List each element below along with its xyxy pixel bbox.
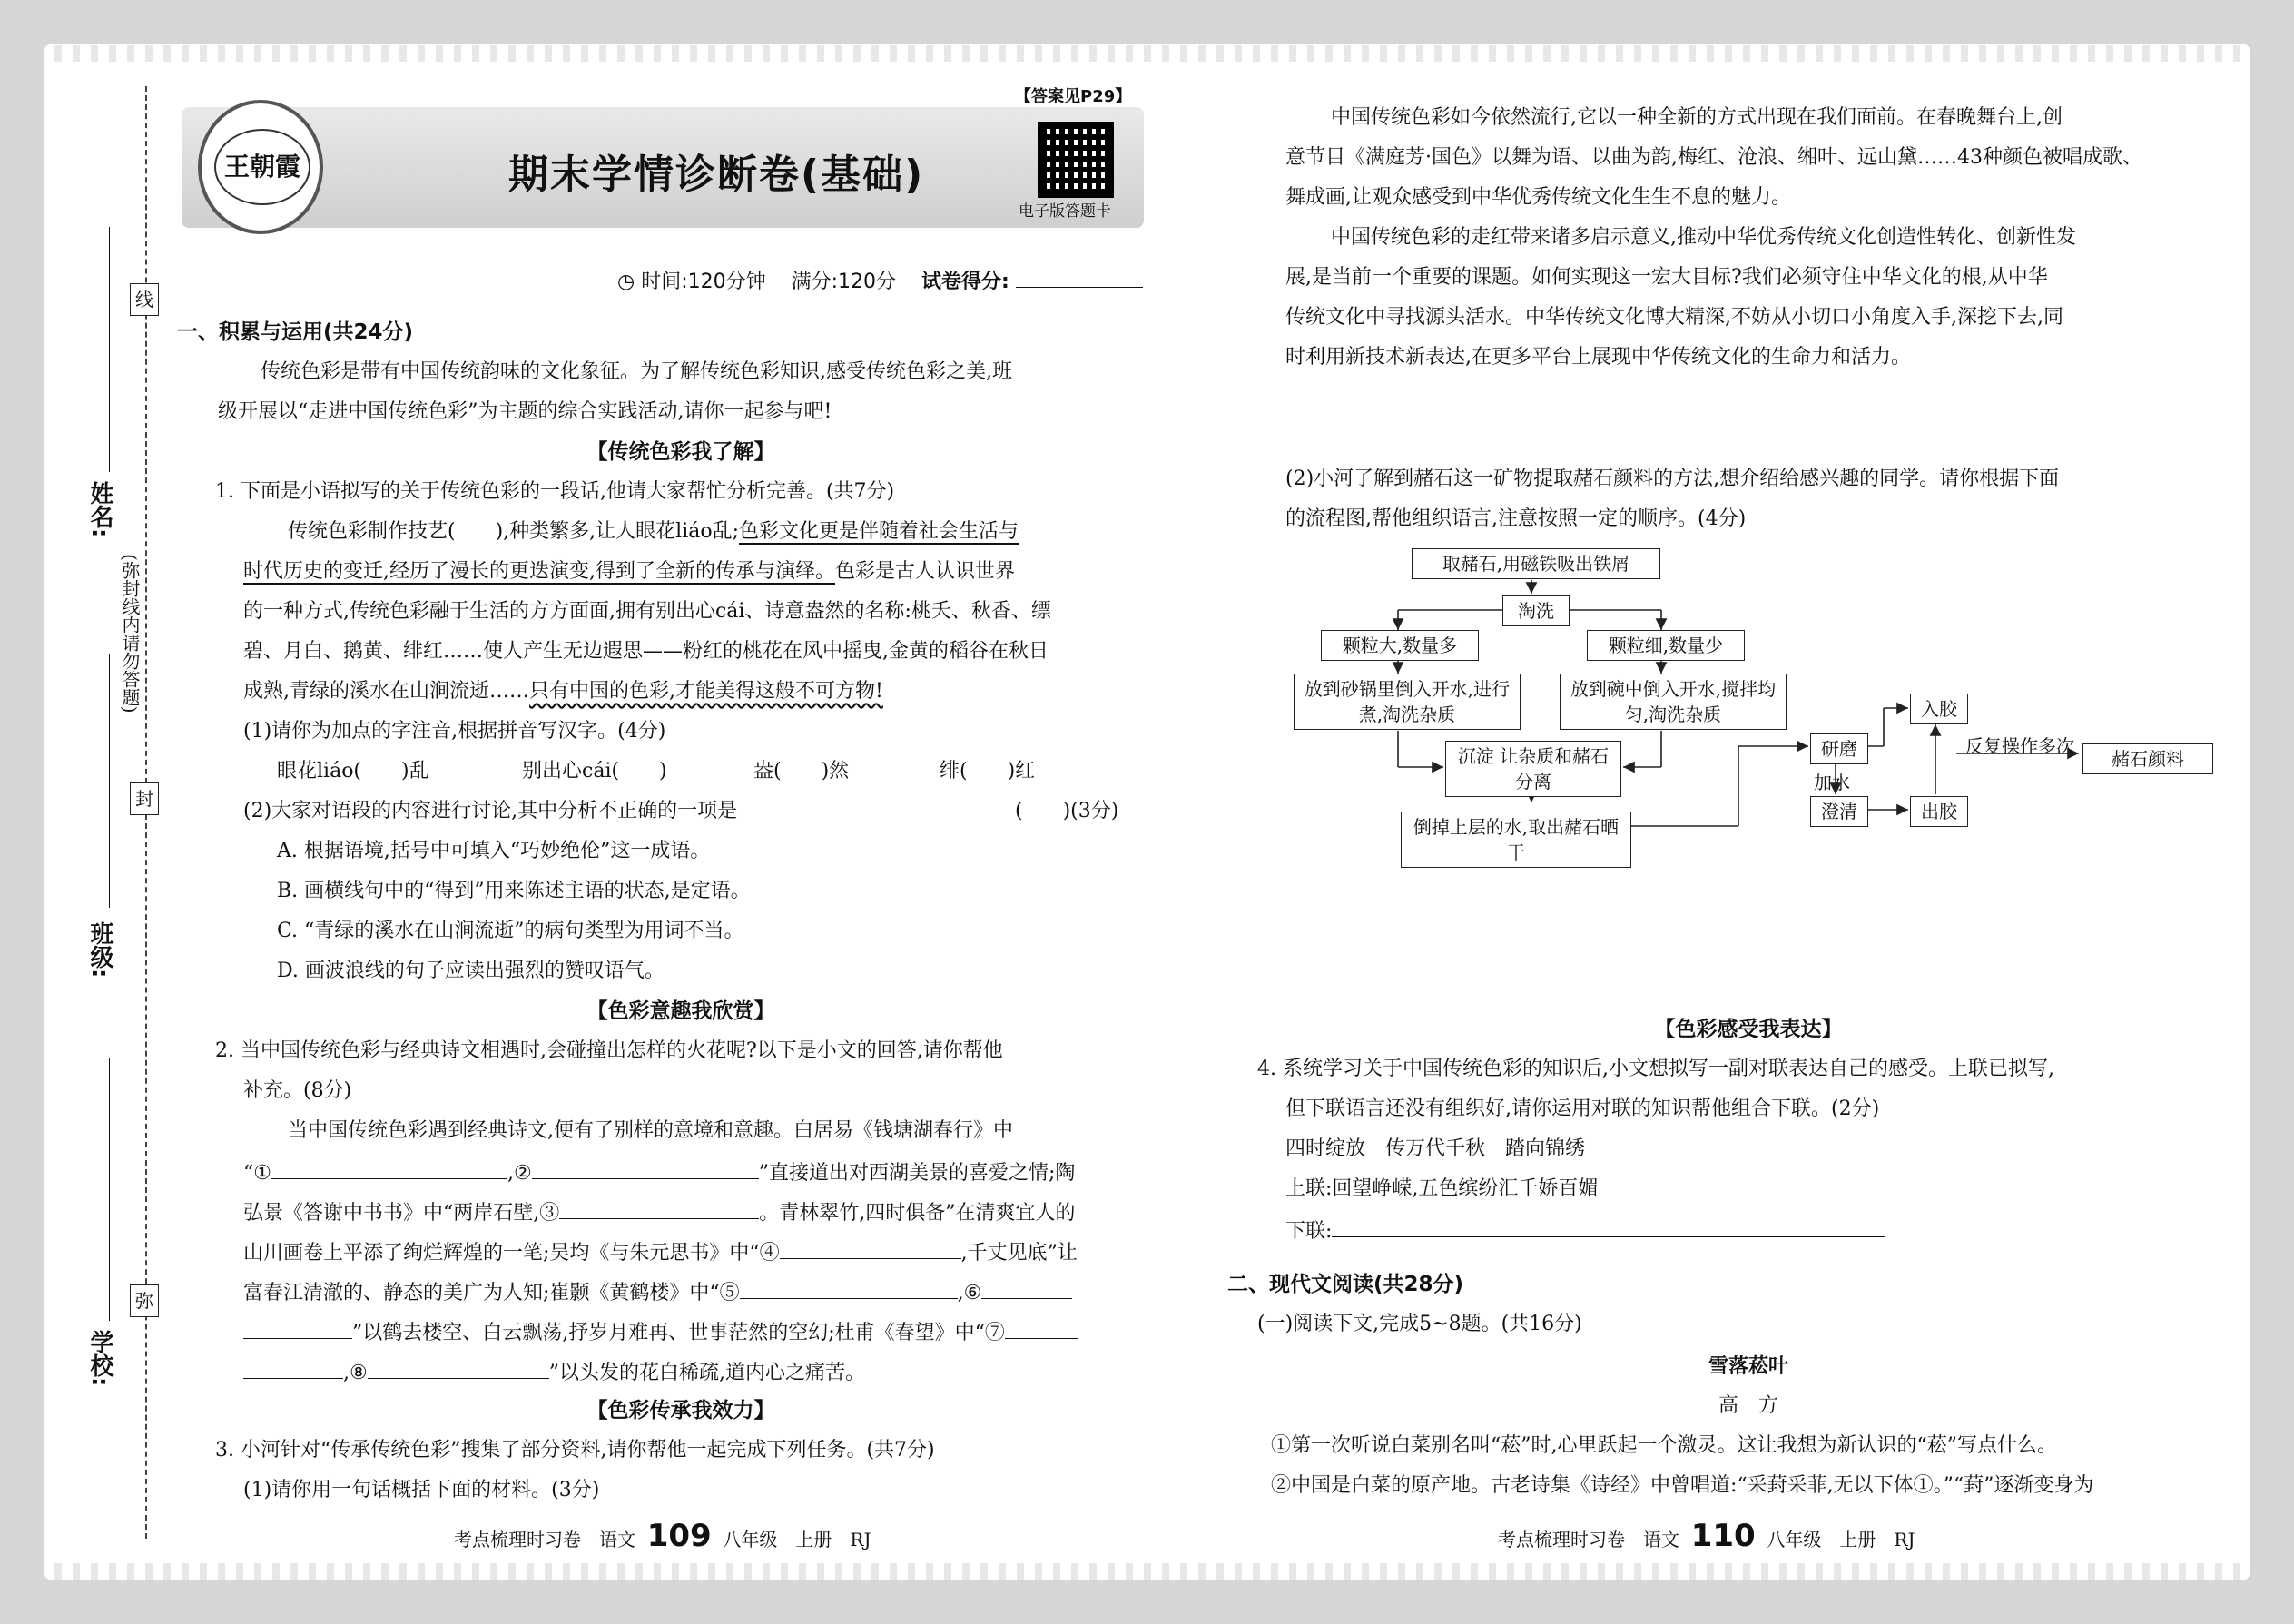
reading-para-1: ①第一次听说白菜别名叫“菘”时,心里跃起一个激灵。这让我想为新认识的“菘”写点什么。 bbox=[1271, 1434, 2057, 1457]
q1-1-item-2: 别出心cái( ) bbox=[522, 760, 667, 782]
flow-grind: 研磨 bbox=[1810, 733, 1868, 764]
couplet-upper: 上联:回望峥嵘,五色缤纷汇千娇百媚 bbox=[1285, 1177, 1599, 1200]
material-line-1: 中国传统色彩如今依然流行,它以一种全新的方式出现在我们面前。在春晚舞台上,创 bbox=[1331, 106, 2063, 129]
school-label: 学校: bbox=[86, 1330, 113, 1387]
class-label: 班级: bbox=[86, 921, 113, 979]
flow-settle: 澄清 bbox=[1810, 796, 1868, 827]
q1-paragraph-line-3: 的一种方式,传统色彩融于生活的方方面面,拥有别出心cái、诗意盎然的名称:桃夭、秋香、缥 bbox=[243, 600, 1051, 623]
question-1-2: (2)大家对语段的内容进行讨论,其中分析不正确的一项是 bbox=[243, 800, 738, 822]
question-3: 3. 小河针对“传承传统色彩”搜集了部分资料,请你帮他一起完成下列任务。(共7分) bbox=[215, 1439, 935, 1462]
question-1: 1. 下面是小语拟写的关于传统色彩的一段话,他请大家帮忙分析完善。(共7分) bbox=[215, 480, 895, 503]
score-label: 试卷得分: bbox=[921, 271, 1009, 293]
flow-step-1: 取赭石,用磁铁吸出铁屑 bbox=[1412, 548, 1660, 579]
full-score: 满分:120分 bbox=[791, 271, 896, 293]
material-line-2: 意节目《满庭芳·国色》以舞为语、以曲为韵,梅红、沧浪、缃叶、远山黛……43种颜色被唱成歌、 bbox=[1285, 146, 2142, 169]
reading-intro: (一)阅读下文,完成5~8题。(共16分) bbox=[1257, 1313, 1582, 1335]
q2-passage-2: “① ,② ”直接道出对西湖美景的喜爱之情;陶 bbox=[243, 1155, 1075, 1190]
question-3-2-line-1: (2)小河了解到赭石这一矿物提取赭石颜料的方法,想介绍给感兴趣的同学。请你根据下面 bbox=[1285, 468, 2060, 490]
question-2-line-1: 2. 当中国传统色彩与经典诗文相遇时,会碰撞出怎样的火花呢?以下是小文的回答,请你帮他 bbox=[215, 1039, 1003, 1062]
q1-paragraph-line-5: 成熟,青绿的溪水在山涧流逝……只有中国的色彩,才能美得这般不可方物! bbox=[243, 680, 883, 703]
question-2-line-2: 补充。(8分) bbox=[243, 1079, 352, 1102]
answer-reference: 【答案见P29】 bbox=[1015, 87, 1132, 106]
flow-step-3a: 颗粒大,数量多 bbox=[1321, 630, 1479, 661]
subsection-4: 【色彩感受我表达】 bbox=[1654, 1018, 1843, 1041]
q1-paragraph-line-1: 传统色彩制作技艺( ),种类繁多,让人眼花liáo乱;色彩文化更是伴随着社会生活与 bbox=[288, 520, 1019, 543]
blank-3[interactable] bbox=[559, 1195, 759, 1219]
exam-title: 期末学情诊断卷(基础) bbox=[508, 152, 925, 198]
page-number-right: 110 bbox=[1690, 1518, 1756, 1554]
seal-char-xian: 线 bbox=[130, 283, 159, 316]
name-field[interactable] bbox=[109, 227, 110, 472]
question-4-line-1: 4. 系统学习关于中国传统色彩的知识后,小文想拟写一副对联表达自己的感受。上联已拟写, bbox=[1257, 1058, 2054, 1080]
reading-para-2: ②中国是白菜的原产地。古老诗集《诗经》中曾唱道:“采葑采菲,无以下体①。”“葑”逐渐变身为 bbox=[1271, 1474, 2094, 1497]
qr-code-icon[interactable] bbox=[1038, 122, 1114, 198]
q1-1-item-4: 绯( )红 bbox=[940, 760, 1036, 782]
material-line-6: 传统文化中寻找源头活水。中华传统文化博大精深,不妨从小切口小角度入手,深挖下去,同 bbox=[1285, 306, 2063, 329]
footer-right: 考点梳理时习卷 语文 110 八年级 上册 RJ bbox=[1498, 1518, 1915, 1554]
logo-text: 王朝霞 bbox=[214, 129, 310, 205]
blank-6-cont[interactable] bbox=[243, 1314, 352, 1339]
q2-passage-3: 弘景《答谢中书书》中“两岸石壁,③ 。青林翠竹,四时俱备”在清爽宜人的 bbox=[243, 1195, 1076, 1230]
couplet-answer-field[interactable] bbox=[1332, 1213, 1885, 1237]
blank-7[interactable] bbox=[1005, 1314, 1078, 1339]
flow-remove-glue: 出胶 bbox=[1910, 796, 1968, 827]
time-label: 时间:120分钟 bbox=[641, 271, 766, 293]
flow-step-2: 淘洗 bbox=[1502, 595, 1570, 626]
material-line-3: 舞成画,让观众感受到中华优秀传统文化生生不息的魅力。 bbox=[1285, 186, 1791, 209]
blank-8[interactable] bbox=[368, 1354, 549, 1379]
question-1-1: (1)请你为加点的字注音,根据拼音写汉字。(4分) bbox=[243, 720, 666, 743]
material-line-7: 时利用新技术新表达,在更多平台上展现中华传统文化的生命力和活力。 bbox=[1285, 346, 1911, 369]
material-line-5: 展,是当前一个重要的课题。如何实现这一宏大目标?我们必须守住中华文化的根,从中华 bbox=[1285, 266, 2048, 289]
couplet-lower: 下联: bbox=[1285, 1213, 1885, 1248]
qr-caption: 电子版答题卡 bbox=[1019, 202, 1111, 221]
footer-left: 考点梳理时习卷 语文 109 八年级 上册 RJ bbox=[454, 1518, 871, 1554]
school-field[interactable] bbox=[109, 1058, 110, 1321]
flow-add-water: 加水 bbox=[1814, 772, 1850, 793]
material-line-4: 中国传统色彩的走红带来诸多启示意义,推动中华优秀传统文化创造性转化、创新性发 bbox=[1331, 226, 2076, 249]
exam-info bbox=[617, 265, 1143, 299]
flow-step-4a: 放到砂锅里倒入开水,进行煮,淘洗杂质 bbox=[1294, 674, 1521, 730]
q2-passage-5: 富春江清澈的、静态的美广为人知;崔颢《黄鹤楼》中“⑤ ,⑥ bbox=[243, 1275, 1072, 1310]
subsection-3: 【色彩传承我效力】 bbox=[586, 1399, 775, 1422]
wavy-border-bottom bbox=[54, 1563, 2240, 1580]
q1-paragraph-line-4: 碧、月白、鹅黄、绯红……使人产生无边遐思——粉红的桃花在风中摇曳,金黄的稻谷在秋日 bbox=[243, 640, 1049, 663]
flow-repeat: 反复操作多次 bbox=[1965, 735, 2074, 757]
flow-step-6: 倒掉上层的水,取出赭石晒干 bbox=[1401, 812, 1631, 868]
q2-passage-7: ,⑧ ”以头发的花白稀疏,道内心之痛苦。 bbox=[243, 1354, 865, 1390]
score-field[interactable] bbox=[1016, 265, 1143, 288]
blank-6[interactable] bbox=[981, 1275, 1072, 1299]
question-4-line-2: 但下联语言还没有组织好,请你运用对联的知识帮他组合下联。(2分) bbox=[1285, 1097, 1880, 1120]
wavy-border-top bbox=[54, 45, 2240, 62]
q1-1-item-1: 眼花liáo( )乱 bbox=[277, 760, 429, 782]
clock-icon: ◷ bbox=[617, 271, 635, 293]
intro-line-2: 级开展以“走进中国传统色彩”为主题的综合实践活动,请你一起参与吧! bbox=[218, 400, 832, 423]
seal-notice: (弥封线内请勿答题) bbox=[119, 554, 141, 714]
q1-2-answer-blank[interactable]: ( )(3分) bbox=[1015, 800, 1119, 822]
seal-char-mi: 弥 bbox=[130, 1284, 159, 1317]
flow-step-4b: 放到碗中倒入开水,搅拌均匀,淘洗杂质 bbox=[1560, 674, 1787, 730]
question-3-1: (1)请你用一句话概括下面的材料。(3分) bbox=[243, 1479, 600, 1501]
couplet-words: 四时绽放 传万代千秋 踏向锦绣 bbox=[1285, 1137, 1586, 1160]
q2-passage-6: ”以鹤去楼空、白云飘荡,抒岁月难再、世事茫然的空幻;杜甫《春望》中“⑦ bbox=[243, 1314, 1078, 1350]
flow-step-3b: 颗粒细,数量少 bbox=[1587, 630, 1745, 661]
question-3-2-line-2: 的流程图,帮他组织语言,注意按照一定的顺序。(4分) bbox=[1285, 507, 1747, 530]
blank-2[interactable] bbox=[532, 1155, 759, 1179]
option-b[interactable]: B. 画横线句中的“得到”用来陈述主语的状态,是定语。 bbox=[277, 880, 751, 902]
section-2-heading: 二、现代文阅读(共28分) bbox=[1227, 1273, 1464, 1296]
q1-1-item-3: 盎( )然 bbox=[753, 760, 850, 782]
flow-add-glue: 入胶 bbox=[1910, 694, 1968, 724]
blank-7-cont[interactable] bbox=[243, 1354, 343, 1379]
subsection-2: 【色彩意趣我欣赏】 bbox=[586, 999, 775, 1023]
reading-author: 高 方 bbox=[1718, 1394, 1778, 1417]
logo bbox=[198, 100, 323, 234]
q2-passage-1: 当中国传统色彩遇到经典诗文,便有了别样的意境和意趣。白居易《钱塘湖春行》中 bbox=[288, 1119, 1013, 1142]
flow-result: 赭石颜料 bbox=[2082, 743, 2213, 774]
blank-5[interactable] bbox=[740, 1275, 958, 1299]
section-1-heading: 一、积累与运用(共24分) bbox=[177, 320, 414, 344]
intro-line-1: 传统色彩是带有中国传统韵味的文化象征。为了解传统色彩知识,感受传统色彩之美,班 bbox=[261, 360, 1012, 383]
page-number-left: 109 bbox=[646, 1518, 712, 1554]
q2-passage-4: 山川画卷上平添了绚烂辉煌的一笔;吴均《与朱元思书》中“④ ,千丈见底”让 bbox=[243, 1235, 1078, 1270]
subsection-1: 【传统色彩我了解】 bbox=[586, 440, 775, 464]
name-label: 姓名: bbox=[86, 481, 113, 538]
flow-step-5: 沉淀 让杂质和赭石分离 bbox=[1445, 741, 1621, 797]
blank-4[interactable] bbox=[780, 1235, 961, 1259]
reading-title: 雪落菘叶 bbox=[1708, 1354, 1788, 1378]
option-c[interactable]: C. “青绿的溪水在山涧流逝”的病句类型为用词不当。 bbox=[277, 920, 744, 942]
q1-paragraph-line-2: 时代历史的变迁,经历了漫长的更迭演变,得到了全新的传承与演绎。色彩是古人认识世界 bbox=[243, 560, 1016, 583]
option-d[interactable]: D. 画波浪线的句子应读出强烈的赞叹语气。 bbox=[277, 960, 665, 982]
option-a[interactable]: A. 根据语境,括号中可填入“巧妙绝伦”这一成语。 bbox=[277, 840, 711, 862]
blank-1[interactable] bbox=[271, 1155, 507, 1179]
seal-char-feng: 封 bbox=[130, 782, 159, 815]
class-field[interactable] bbox=[109, 654, 110, 908]
